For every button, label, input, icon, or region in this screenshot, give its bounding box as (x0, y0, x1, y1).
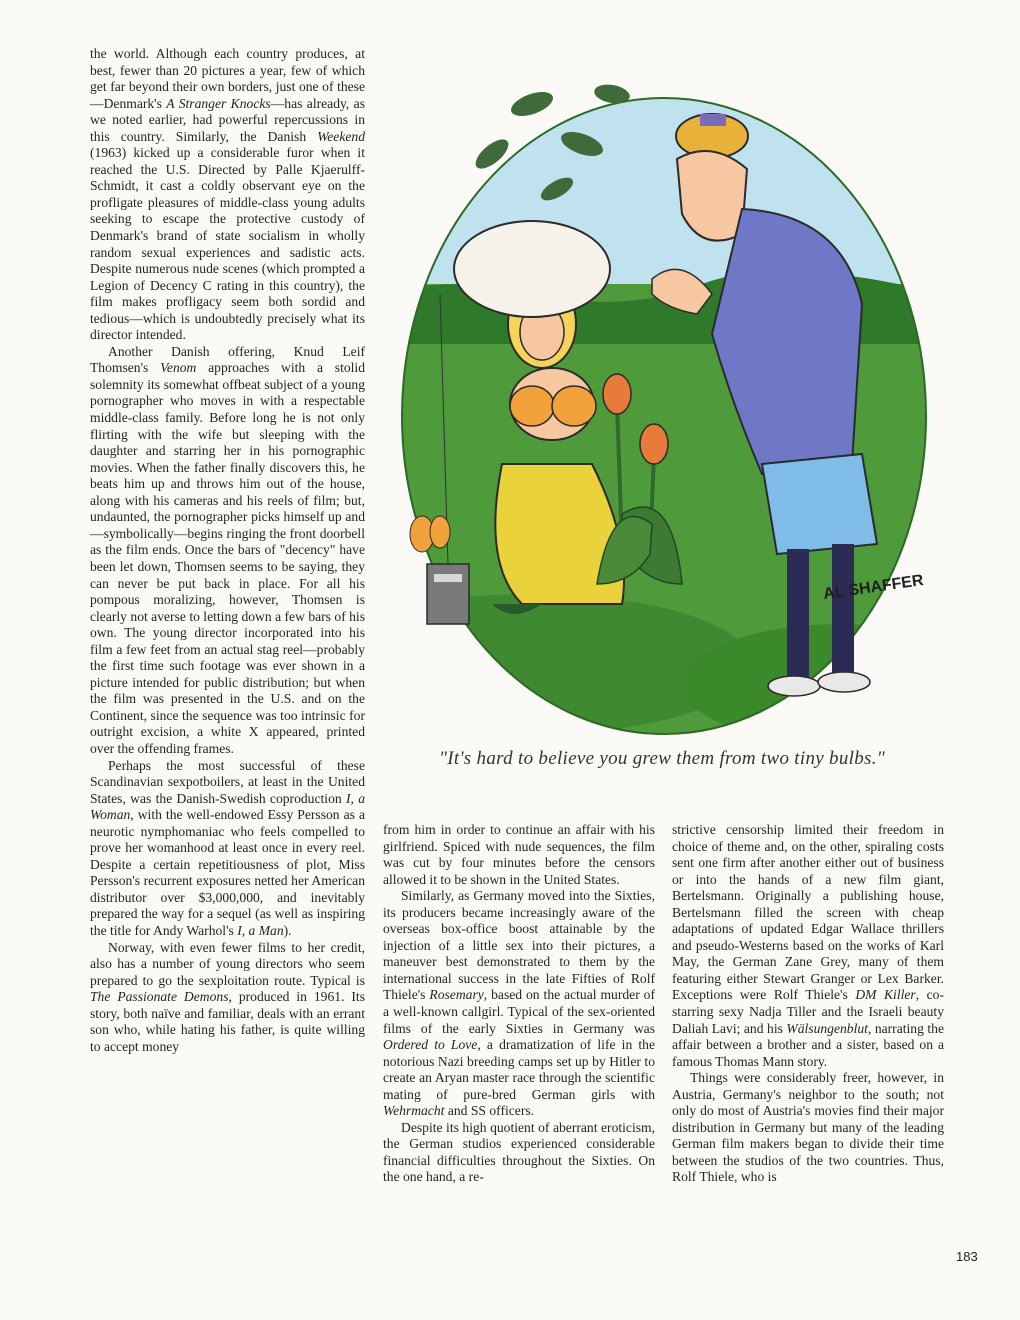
paragraph: from him in order to continue an affair with his girlfriend. Spiced with nude sequences, the film was cut by four minutes before the censors allowed it to be shown in the United States. (383, 822, 655, 887)
cartoon-illustration (382, 44, 942, 739)
paragraph: Despite its high quotient of aberrant eroticism, the German studios experienced considerable financial difficulties throughout the Sixties. On the one hand, a re- (383, 1119, 655, 1185)
paragraph: Another Danish offering, Knud Leif Thomsen's Venom approaches with a stolid solemnity its somewhat offbeat subject of a young pornographer who moves in with a respectable middle-class family. Before long he is not only flirting with the wife but sleeping with the daughter and starring her in his pornographic movies. When the father finally discovers this, he beats him up and throws him out of the house, along with his cameras and his reels of film; but, undaunted, the pornographer picks himself up and—symbolically—begins ringing the front doorbell as the film ends. Once the bars of "decency" have been let down, Thomsen seems to be saying, they can never be put back in place. For all his pompous moralizing, however, Thomsen is clearly not averse to letting down a few bars of his own. The young director incorporated into his film a few feet from an actual stag reel—probably the first time such footage was ever shown in a picture intended for public distribution; but when the film was presented in the U.S. and on the Continent, since the sequence was too intrinsic for outright excision, a white X appeared, printed over the offending frames. (90, 343, 365, 756)
butterfly-icon (410, 516, 450, 552)
film-title: Wälsungenblut (786, 1020, 868, 1036)
paragraph: Perhaps the most successful of these Scandinavian sexpotboilers, at least in the United States, was the Danish-Swedish coproduction I, a Woman, with the well-endowed Essy Persson as a neurotic nymphomaniac who feels compelled to prove her womanhood at least once in every reel. Despite a certain repetitiousness of plot, Miss Persson's recurrent exposures netted her American distributor over $3,000,000, and inevitably prepared the way for a sequel (as well as inspiring the title for Andy Warhol's I, a Man). (90, 757, 365, 938)
film-title: Rosemary (429, 987, 484, 1003)
film-title: A Stranger Knocks (166, 95, 271, 111)
cartoon-caption: "It's hard to believe you grew them from two tiny bulbs." (438, 748, 886, 769)
paragraph: strictive censorship limited their freedom in choice of theme and, on the other, spiraling costs sent one firm after another either out of business or into the hands of a new film giant, Bertelsmann. Originally a publishing house, Bertelsmann filled the screen with cheap adaptations of updated Edgar Wallace thrillers and pseudo-Westerns based on the works of Karl May, the German Zane Grey, many of them featuring either Stewart Granger or Lex Barker. Exceptions were Rolf Thiele's DM Killer, co-starring sexy Nadja Tiller and the Israeli beauty Daliah Lavi; and his Wälsungenblut, narrating the affair between a brother and a sister, based on a famous Thomas Mann story. (672, 822, 944, 1069)
film-title: Weekend (317, 128, 365, 144)
paragraph: the world. Although each country produces, at best, fewer than 20 pictures a year, few of which get far beyond their own borders, just one of these—Denmark's A Stranger Knocks—has already, as we noted earlier, had powerful repercussions in this country. Similarly, the Danish Weekend (1963) kicked up a considerable furor when it reached the U.S. Directed by Palle Kjaerulff-Schmidt, it cast a coldly observant eye on the profligate pleasures of middle-class young adults seeking to escape the protective custody of Denmark's brand of state socialism in wholly random sexual experiences and sadistic acts. Despite numerous nude scenes (which prompted a Legion of Decency C rating in this country), the film makes profligacy seem both sordid and tedious—which is undoubtedly precisely what its director intended. (90, 46, 366, 343)
film-title: I, a Woman (90, 790, 365, 823)
article-column-1 (90, 46, 365, 1055)
paragraph: Norway, with even fewer films to her credit, also has a number of young directors who seem prepared to go the sexploitation route. Typical is The Passionate Demons, produced in 1961. Its story, both naïve and familiar, deals with an errant son who, while hating his father, is quite willing to accept money (90, 939, 366, 1054)
film-title: Venom (160, 360, 197, 376)
film-title: The Passionate Demons (90, 989, 229, 1005)
artist-signature: AL SHAFFER (822, 572, 925, 603)
film-title: DM Killer (855, 987, 916, 1003)
article-column-2 (383, 822, 655, 1186)
paragraph: Things were considerably freer, however, in Austria, Germany's neighbor to the south; not only do most of Austria's movies find their major distribution in Germany but many of the leading German film makers began to divide their time between the studios of the two countries. Thus, Rolf Thiele, who is (672, 1070, 944, 1185)
paragraph: Similarly, as Germany moved into the Sixties, its producers became increasingly aware of the overseas box-office boost attainable by the injection of a little sex into their pictures, a maneuver best demonstrated to them by the international success in the late Fifties of Rolf Thiele's Rosemary, based on the actual murder of a well-known callgirl. Typical of the sex-oriented films of the early Sixties in Germany was Ordered to Love, a dramatization of life in the notorious Nazi breeding camps set up by Hitler to create an Aryan master race through the scientific mating of pure-bred German girls with Wehrmacht and SS officers. (383, 888, 655, 1119)
emphasis-term: Wehrmacht (383, 1103, 445, 1119)
film-title: I, a Man (237, 922, 284, 938)
film-title: Ordered to Love (383, 1037, 478, 1053)
page-number: 183 (956, 1249, 978, 1264)
article-column-3 (672, 822, 944, 1186)
